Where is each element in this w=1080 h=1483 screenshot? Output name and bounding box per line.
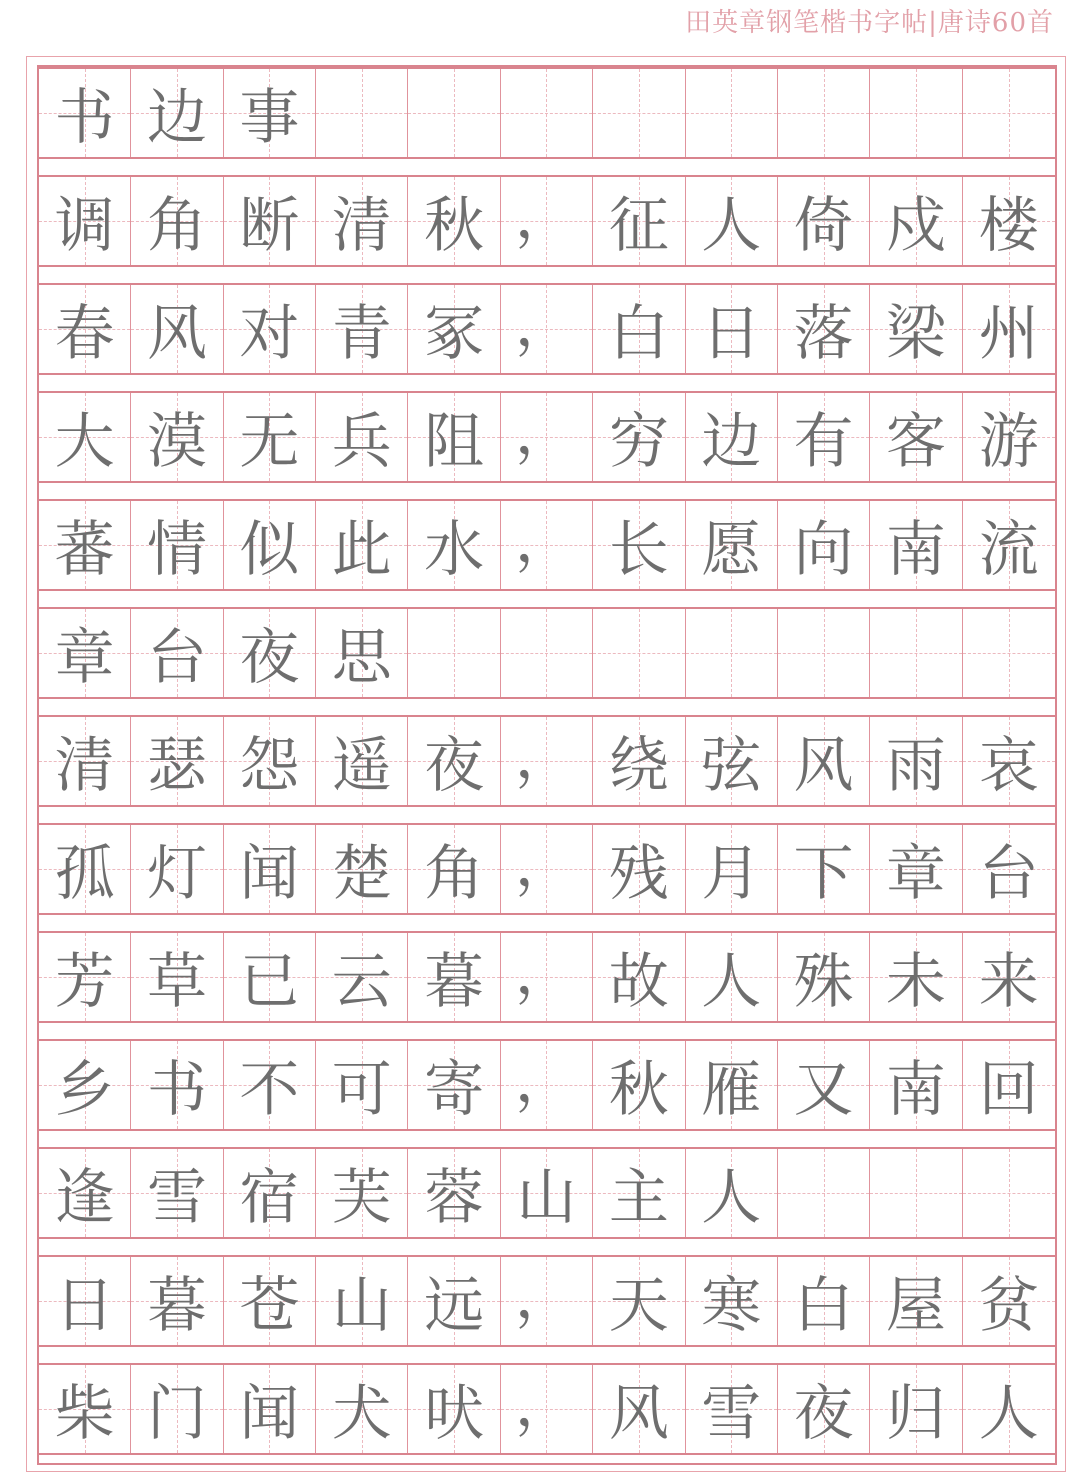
grid-cell [131, 393, 223, 481]
grid-cell [131, 69, 223, 157]
grid-cell [686, 1257, 778, 1345]
grid-cell [686, 69, 778, 157]
hanzi-character: 台 [147, 623, 208, 693]
hanzi-character: 雪 [701, 1379, 762, 1449]
grid-cell [224, 177, 316, 265]
grid-cell [686, 609, 778, 697]
hanzi-character: 故 [608, 947, 669, 1017]
grid-cell [131, 609, 223, 697]
hanzi-character: 月 [701, 839, 762, 909]
grid-cell [778, 177, 870, 265]
hanzi-character: 落 [793, 299, 854, 369]
grid-cell [224, 69, 316, 157]
grid-cell [316, 933, 408, 1021]
hanzi-character: 来 [978, 947, 1039, 1017]
grid-cell [501, 717, 593, 805]
grid-cell [316, 1149, 408, 1237]
grid-cell [408, 393, 500, 481]
copybook-sheet [26, 56, 1066, 1472]
grid-cell [39, 1365, 131, 1453]
grid-cell [778, 1257, 870, 1345]
grid-cell [408, 933, 500, 1021]
practice-row [39, 823, 1055, 915]
hanzi-character: 犬 [331, 1379, 392, 1449]
grid-cell [593, 717, 685, 805]
hanzi-character: 有 [793, 407, 854, 477]
grid-cell [963, 393, 1055, 481]
practice-row [39, 283, 1055, 375]
grid-cell [224, 717, 316, 805]
hanzi-character: 绕 [608, 731, 669, 801]
hanzi-character: 夜 [793, 1379, 854, 1449]
hanzi-character: 情 [147, 515, 208, 585]
grid-cell [501, 1041, 593, 1129]
grid-cell [593, 825, 685, 913]
grid-cell [870, 69, 962, 157]
grid-cell [224, 393, 316, 481]
grid-cell [686, 393, 778, 481]
hanzi-character: 闻 [239, 839, 300, 909]
grid-cell [501, 69, 593, 157]
hanzi-character: 殊 [793, 947, 854, 1017]
hanzi-character: 已 [239, 947, 300, 1017]
grid-cell [870, 393, 962, 481]
hanzi-character: 山 [516, 1163, 577, 1233]
grid-cell [224, 285, 316, 373]
hanzi-character: 穷 [608, 407, 669, 477]
hanzi-character: 蕃 [54, 515, 115, 585]
grid-cell [778, 1041, 870, 1129]
hanzi-character: 无 [239, 407, 300, 477]
grid-cell [501, 501, 593, 589]
grid-cell [501, 1365, 593, 1453]
grid-cell [963, 1365, 1055, 1453]
grid-cell [501, 393, 593, 481]
hanzi-character: 书 [54, 83, 115, 153]
hanzi-character: 风 [793, 731, 854, 801]
grid-cell [686, 285, 778, 373]
hanzi-character: 南 [885, 1055, 946, 1125]
grid-cell [963, 501, 1055, 589]
grid-cell [408, 177, 500, 265]
grid-cell [593, 393, 685, 481]
hanzi-character: 寄 [424, 1055, 485, 1125]
hanzi-character: 吠 [424, 1379, 485, 1449]
hanzi-character: 可 [331, 1055, 392, 1125]
comma-mark: ， [514, 506, 575, 576]
grid-cell [686, 1041, 778, 1129]
hanzi-character: 门 [147, 1379, 208, 1449]
hanzi-character: 人 [701, 947, 762, 1017]
hanzi-character: 断 [239, 191, 300, 261]
hanzi-character: 暮 [424, 947, 485, 1017]
practice-row [39, 1039, 1055, 1131]
grid-cell [593, 501, 685, 589]
grid-cell [963, 69, 1055, 157]
hanzi-character: 风 [147, 299, 208, 369]
grid-cell [963, 285, 1055, 373]
hanzi-character: 主 [608, 1163, 669, 1233]
hanzi-character: 乡 [54, 1055, 115, 1125]
hanzi-character: 秋 [608, 1055, 669, 1125]
grid-cell [686, 1365, 778, 1453]
grid-cell [224, 1365, 316, 1453]
grid-cell [408, 1149, 500, 1237]
hanzi-character: 此 [331, 515, 392, 585]
grid-cell [963, 933, 1055, 1021]
grid-cell [778, 69, 870, 157]
grid-cell [501, 933, 593, 1021]
grid-cell [131, 933, 223, 1021]
hanzi-character: 水 [424, 515, 485, 585]
grid-cell [224, 825, 316, 913]
hanzi-character: 下 [793, 839, 854, 909]
hanzi-character: 清 [331, 191, 392, 261]
grid-cell [870, 933, 962, 1021]
comma-mark: ， [514, 830, 575, 900]
hanzi-character: 客 [885, 407, 946, 477]
grid-cell [224, 501, 316, 589]
grid-cell [39, 1041, 131, 1129]
hanzi-character: 南 [885, 515, 946, 585]
grid-cell [39, 1257, 131, 1345]
practice-grid [37, 65, 1057, 1465]
grid-cell [224, 933, 316, 1021]
grid-cell [408, 609, 500, 697]
grid-cell [316, 393, 408, 481]
grid-cell [39, 1149, 131, 1237]
grid-cell [963, 609, 1055, 697]
hanzi-character: 寒 [701, 1271, 762, 1341]
hanzi-character: 角 [147, 191, 208, 261]
hanzi-character: 灯 [147, 839, 208, 909]
hanzi-character: 似 [239, 515, 300, 585]
hanzi-character: 台 [978, 839, 1039, 909]
grid-cell [870, 609, 962, 697]
grid-cell [686, 1149, 778, 1237]
grid-cell [39, 717, 131, 805]
grid-cell [131, 1365, 223, 1453]
grid-cell [408, 825, 500, 913]
grid-cell [39, 285, 131, 373]
grid-cell [593, 1365, 685, 1453]
hanzi-character: 冢 [424, 299, 485, 369]
grid-cell [224, 1149, 316, 1237]
hanzi-character: 夜 [239, 623, 300, 693]
grid-cell [316, 1257, 408, 1345]
hanzi-character: 春 [54, 299, 115, 369]
comma-mark: ， [514, 722, 575, 792]
hanzi-character: 青 [331, 299, 392, 369]
grid-cell [316, 501, 408, 589]
hanzi-character: 事 [239, 83, 300, 153]
hanzi-character: 边 [701, 407, 762, 477]
hanzi-character: 芳 [54, 947, 115, 1017]
grid-cell [131, 1257, 223, 1345]
hanzi-character: 苍 [239, 1271, 300, 1341]
comma-mark: ， [514, 398, 575, 468]
practice-row [39, 1255, 1055, 1347]
hanzi-character: 贫 [978, 1271, 1039, 1341]
hanzi-character: 大 [54, 407, 115, 477]
hanzi-character: 不 [239, 1055, 300, 1125]
grid-cell [778, 1365, 870, 1453]
hanzi-character: 日 [54, 1271, 115, 1341]
practice-row [39, 931, 1055, 1023]
hanzi-character: 雨 [885, 731, 946, 801]
grid-cell [39, 501, 131, 589]
grid-cell [593, 1257, 685, 1345]
hanzi-character: 倚 [793, 191, 854, 261]
hanzi-character: 州 [978, 299, 1039, 369]
practice-row [39, 607, 1055, 699]
grid-cell [39, 609, 131, 697]
grid-cell [224, 609, 316, 697]
hanzi-character: 柴 [54, 1379, 115, 1449]
grid-cell [408, 1041, 500, 1129]
hanzi-character: 怨 [239, 731, 300, 801]
hanzi-character: 闻 [239, 1379, 300, 1449]
comma-mark: ， [514, 1370, 575, 1440]
grid-cell [408, 285, 500, 373]
grid-cell [778, 501, 870, 589]
hanzi-character: 屋 [885, 1271, 946, 1341]
grid-cell [686, 933, 778, 1021]
grid-cell [870, 285, 962, 373]
hanzi-character: 戍 [885, 191, 946, 261]
practice-row [39, 391, 1055, 483]
grid-cell [131, 717, 223, 805]
hanzi-character: 日 [701, 299, 762, 369]
hanzi-character: 蓉 [424, 1163, 485, 1233]
grid-cell [593, 177, 685, 265]
hanzi-character: 流 [978, 515, 1039, 585]
hanzi-character: 楼 [978, 191, 1039, 261]
hanzi-character: 游 [978, 407, 1039, 477]
grid-cell [593, 609, 685, 697]
comma-mark: ， [514, 1262, 575, 1332]
comma-mark: ， [514, 938, 575, 1008]
hanzi-character: 秋 [424, 191, 485, 261]
grid-cell [870, 1149, 962, 1237]
grid-cell [408, 501, 500, 589]
grid-cell [870, 825, 962, 913]
hanzi-character: 雪 [147, 1163, 208, 1233]
grid-cell [316, 177, 408, 265]
grid-cell [408, 69, 500, 157]
hanzi-character: 向 [793, 515, 854, 585]
comma-mark: ， [514, 1046, 575, 1116]
hanzi-character: 云 [331, 947, 392, 1017]
hanzi-character: 弦 [701, 731, 762, 801]
grid-cell [870, 1041, 962, 1129]
grid-cell [870, 177, 962, 265]
hanzi-character: 逢 [54, 1163, 115, 1233]
hanzi-character: 清 [54, 731, 115, 801]
hanzi-character: 人 [701, 191, 762, 261]
grid-cell [778, 717, 870, 805]
grid-cell [778, 285, 870, 373]
hanzi-character: 风 [608, 1379, 669, 1449]
grid-cell [593, 1149, 685, 1237]
grid-cell [686, 825, 778, 913]
grid-cell [224, 1257, 316, 1345]
hanzi-character: 人 [978, 1379, 1039, 1449]
grid-cell [131, 1041, 223, 1129]
hanzi-character: 书 [147, 1055, 208, 1125]
practice-row [39, 67, 1055, 159]
hanzi-character: 章 [885, 839, 946, 909]
grid-cell [408, 1257, 500, 1345]
grid-cell [316, 825, 408, 913]
hanzi-character: 孤 [54, 839, 115, 909]
hanzi-character: 未 [885, 947, 946, 1017]
hanzi-character: 回 [978, 1055, 1039, 1125]
hanzi-character: 白 [608, 299, 669, 369]
hanzi-character: 兵 [331, 407, 392, 477]
grid-cell [39, 177, 131, 265]
grid-cell [963, 825, 1055, 913]
grid-cell [501, 1149, 593, 1237]
grid-cell [316, 69, 408, 157]
hanzi-character: 残 [608, 839, 669, 909]
hanzi-character: 暮 [147, 1271, 208, 1341]
hanzi-character: 远 [424, 1271, 485, 1341]
practice-row [39, 1363, 1055, 1455]
grid-cell [316, 1041, 408, 1129]
grid-cell [39, 825, 131, 913]
hanzi-character: 角 [424, 839, 485, 909]
practice-row [39, 175, 1055, 267]
hanzi-character: 归 [885, 1379, 946, 1449]
grid-cell [131, 285, 223, 373]
hanzi-character: 调 [54, 191, 115, 261]
hanzi-character: 夜 [424, 731, 485, 801]
grid-cell [870, 1365, 962, 1453]
grid-cell [593, 285, 685, 373]
grid-cell [963, 717, 1055, 805]
hanzi-character: 又 [793, 1055, 854, 1125]
grid-cell [963, 1149, 1055, 1237]
hanzi-character: 瑟 [147, 731, 208, 801]
grid-cell [131, 177, 223, 265]
grid-cell [593, 69, 685, 157]
hanzi-character: 梁 [885, 299, 946, 369]
hanzi-character: 遥 [331, 731, 392, 801]
grid-cell [778, 825, 870, 913]
grid-cell [316, 285, 408, 373]
grid-cell [39, 69, 131, 157]
hanzi-character: 征 [608, 191, 669, 261]
grid-cell [963, 1041, 1055, 1129]
practice-row [39, 715, 1055, 807]
hanzi-character: 对 [239, 299, 300, 369]
hanzi-character: 哀 [978, 731, 1039, 801]
comma-mark: ， [514, 182, 575, 252]
grid-cell [316, 717, 408, 805]
hanzi-character: 宿 [239, 1163, 300, 1233]
grid-cell [963, 1257, 1055, 1345]
grid-cell [593, 1041, 685, 1129]
grid-cell [408, 717, 500, 805]
grid-cell [131, 501, 223, 589]
hanzi-character: 天 [608, 1271, 669, 1341]
grid-cell [501, 285, 593, 373]
grid-cell [131, 1149, 223, 1237]
grid-cell [870, 501, 962, 589]
grid-cell [686, 501, 778, 589]
grid-cell [778, 609, 870, 697]
grid-cell [870, 717, 962, 805]
hanzi-character: 长 [608, 515, 669, 585]
grid-cell [39, 393, 131, 481]
grid-cell [224, 1041, 316, 1129]
grid-cell [316, 609, 408, 697]
grid-cell [501, 1257, 593, 1345]
hanzi-character: 漠 [147, 407, 208, 477]
grid-cell [778, 393, 870, 481]
hanzi-character: 草 [147, 947, 208, 1017]
hanzi-character: 边 [147, 83, 208, 153]
hanzi-character: 雁 [701, 1055, 762, 1125]
grid-cell [501, 825, 593, 913]
page-header-title: 田英章钢笔楷书字帖|唐诗60首 [685, 8, 1054, 38]
grid-cell [778, 933, 870, 1021]
grid-cell [963, 177, 1055, 265]
hanzi-character: 山 [331, 1271, 392, 1341]
grid-cell [408, 1365, 500, 1453]
hanzi-character: 阻 [424, 407, 485, 477]
grid-cell [870, 1257, 962, 1345]
practice-row [39, 499, 1055, 591]
hanzi-character: 白 [793, 1271, 854, 1341]
hanzi-character: 章 [54, 623, 115, 693]
comma-mark: ， [514, 290, 575, 360]
grid-cell [686, 177, 778, 265]
grid-cell [39, 933, 131, 1021]
grid-cell [593, 933, 685, 1021]
hanzi-character: 思 [331, 623, 392, 693]
hanzi-character: 人 [701, 1163, 762, 1233]
grid-cell [131, 825, 223, 913]
hanzi-character: 楚 [331, 839, 392, 909]
hanzi-character: 芙 [331, 1163, 392, 1233]
hanzi-character: 愿 [701, 515, 762, 585]
grid-cell [316, 1365, 408, 1453]
grid-cell [686, 717, 778, 805]
practice-row [39, 1147, 1055, 1239]
grid-cell [501, 609, 593, 697]
grid-cell [501, 177, 593, 265]
grid-cell [778, 1149, 870, 1237]
